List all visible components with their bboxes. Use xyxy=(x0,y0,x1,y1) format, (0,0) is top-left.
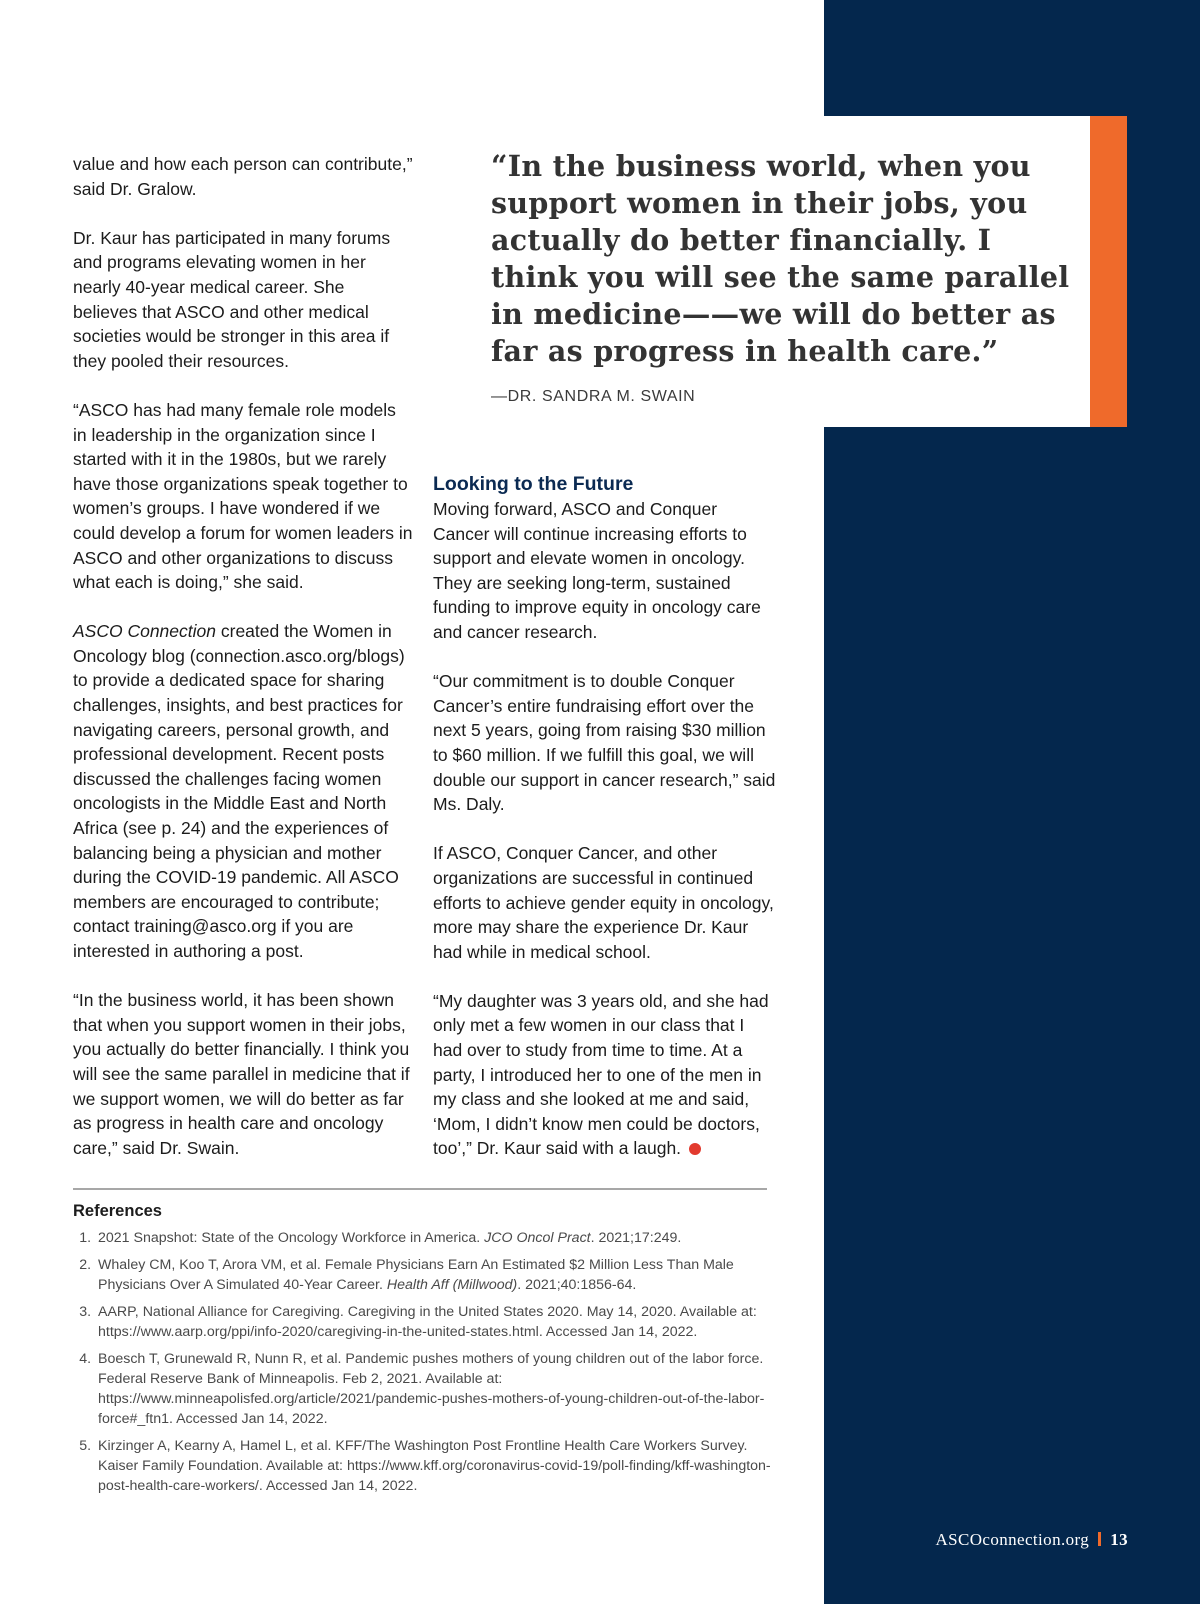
left-paragraph-4 xyxy=(73,619,413,963)
right-paragraph-4-text: “My daughter was 3 years old, and she had only met a few women in our class that I had over to study from time to time. At a party, I introduced her to one of the men in my class and she looked at me and said, ‘Mom, I didn’t know men could be doctors, too’,” Dr. Kaur said with a laugh. xyxy=(433,990,769,1159)
left-paragraph-5: “In the business world, it has been shown that when you support women in their jobs, you actually do better financially. I think you will see the same parallel in medicine that if we support women, we will do better as far as progress in health care and oncology care,” said Dr. Swain. xyxy=(73,990,410,1158)
reference-item: 3. AARP, National Alliance for Caregiving. Caregiving in the United States 2020. May 14, 2020. Available at: https://www.aarp.org/ppi/info-2020/caregiving-in-the-united-states.html. Accessed Jan 14, 2022. xyxy=(95,1302,773,1342)
end-of-article-dot-icon xyxy=(689,1143,701,1155)
pull-quote-attribution: —DR. SANDRA M. SWAIN xyxy=(491,388,696,405)
references-title: References xyxy=(73,1202,162,1220)
left-paragraph-2: Dr. Kaur has participated in many forums and programs elevating women in her nearly 40-year medical career. She believes that ASCO and other medical societies would be stronger in this area if they pooled their resources. xyxy=(73,227,391,371)
reference-item: 1. 2021 Snapshot: State of the Oncology Workforce in America. JCO Oncol Pract. 2021;17:249. xyxy=(95,1228,773,1248)
footer-site: ASCOconnection.org xyxy=(935,1530,1090,1549)
right-column xyxy=(433,471,778,1186)
publication-name: ASCO Connection xyxy=(73,621,216,642)
right-paragraph-1: Moving forward, ASCO and Conquer Cancer will continue increasing efforts to support and elevate women in oncology. They are seeking long-term, sustained funding to improve equity in oncology care and cancer research. xyxy=(433,499,761,642)
references-divider xyxy=(73,1188,767,1190)
page-footer xyxy=(935,1530,1128,1550)
right-paragraph-4 xyxy=(433,989,778,1161)
left-paragraph-3: “ASCO has had many female role models in leadership in the organization since I started with it in the 1980s, but we rarely have those organizations speak together to women’s groups. I have wondered if we could develop a forum for women leaders in ASCO and other organizations to discuss what each is doing,” she said. xyxy=(73,399,413,593)
orange-accent-bar xyxy=(1090,116,1127,427)
right-paragraph-2: “Our commitment is to double Conquer Cancer’s entire fundraising effort over the next 5 years, going from raising $30 million to $60 million. If we fulfill this goal, we will double our support in cancer research,” said Ms. Daly. xyxy=(433,671,776,815)
left-column xyxy=(73,152,413,1185)
references-list xyxy=(73,1228,773,1496)
pull-quote: “In the business world, when you support women in their jobs, you actually do better financially. I think you will see the same parallel in medicine——we will do better as far as progress in health care.” xyxy=(491,149,1070,368)
section-heading: Looking to the Future xyxy=(433,473,634,495)
page-number: 13 xyxy=(1110,1530,1128,1549)
left-paragraph-4-text: created the Women in Oncology blog (connection.asco.org/blogs) to provide a dedicated space for sharing challenges, insights, and best practices for navigating careers, personal growth, and professional development. Recent posts discussed the challenges facing women oncologists in the Middle East and North Africa (see p. 24) and the experiences of balancing being a physician and mother during the COVID-19 pandemic. All ASCO members are encouraged to contribute; contact training@asco.org if you are interested in authoring a post. xyxy=(73,621,405,961)
reference-item: 5. Kirzinger A, Kearny A, Hamel L, et al. KFF/The Washington Post Frontline Health Care Workers Survey. Kaiser Family Foundation. Available at: https://www.kff.org/coronavirus-covid-19/poll-finding/kff-washington-post-health-care-workers/. Accessed Jan 14, 2022. xyxy=(95,1436,773,1496)
reference-item: 4. Boesch T, Grunewald R, Nunn R, et al. Pandemic pushes mothers of young children out of the labor force. Federal Reserve Bank of Minneapolis. Feb 2, 2021. Available at: https://www.minneapolisfed.org/article/2021/pandemic-pushes-mothers-of-young-children-out-of-the-labor-force#_ftn1. Accessed Jan 14, 2022. xyxy=(95,1349,773,1429)
reference-item: 2. Whaley CM, Koo T, Arora VM, et al. Female Physicians Earn An Estimated $2 Million Less Than Male Physicians Over A Simulated 40-Year Career. Health Aff (Millwood). 2021;40:1856-64. xyxy=(95,1255,773,1295)
references-section xyxy=(73,1200,773,1503)
left-paragraph-1: value and how each person can contribute,” said Dr. Gralow. xyxy=(73,154,413,199)
right-paragraph-3: If ASCO, Conquer Cancer, and other organizations are successful in continued efforts to achieve gender equity in oncology, more may share the experience Dr. Kaur had while in medical school. xyxy=(433,843,774,962)
footer-separator xyxy=(1098,1532,1101,1546)
